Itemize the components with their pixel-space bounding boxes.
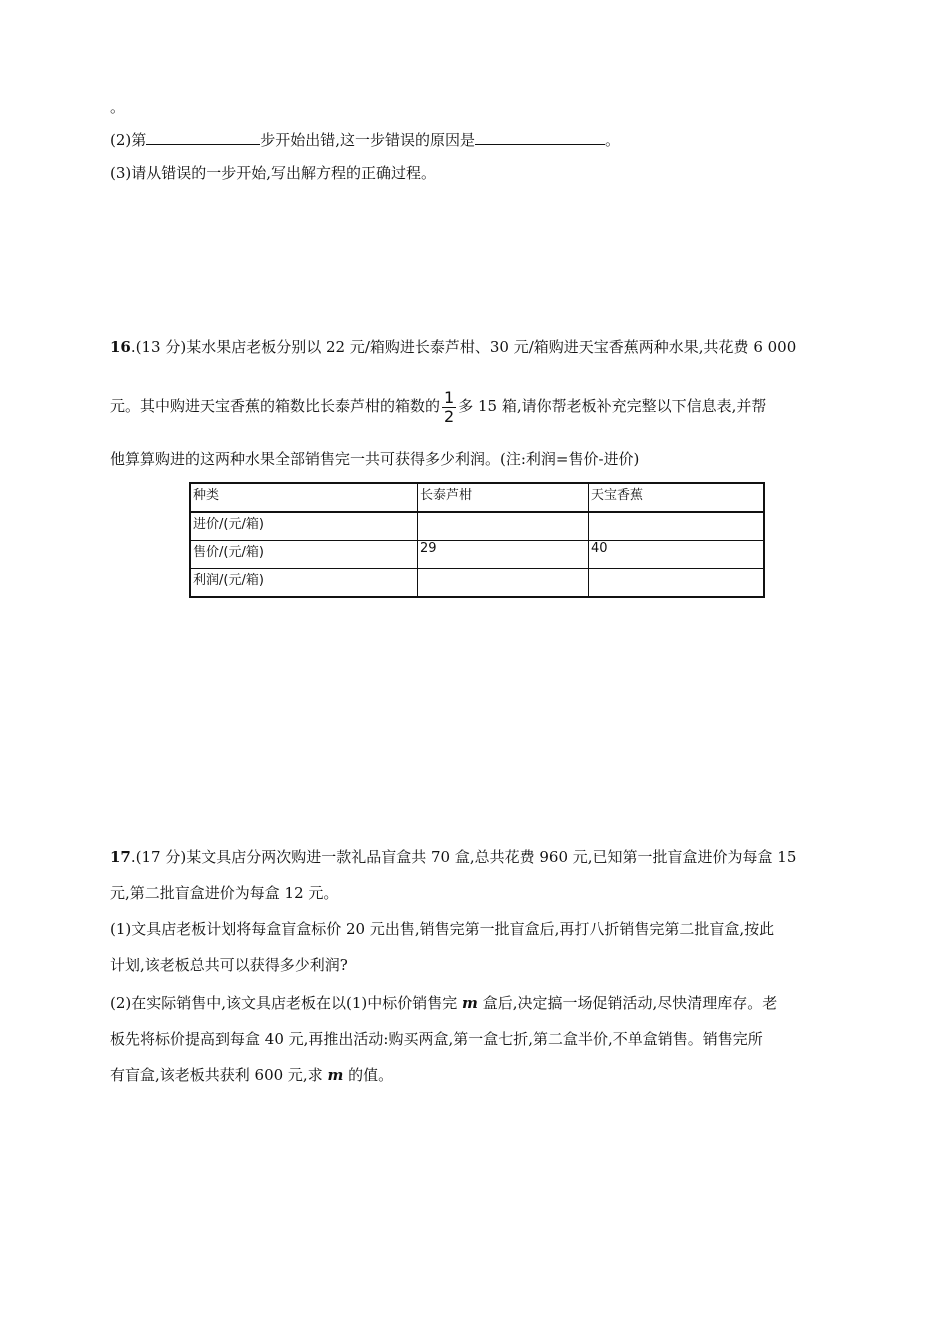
q16-line-2: [110, 386, 766, 426]
table-cell: 40: [589, 541, 765, 569]
part-2-prefix: (2)第: [110, 131, 147, 149]
part-2-mid: 步开始出错,这一步错误的原因是: [260, 131, 476, 149]
table-row: [190, 569, 764, 598]
table-cell[interactable]: [589, 512, 765, 541]
q16-line-1-text: .(13 分)某水果店老板分别以 22 元/箱购进长泰芦柑、30 元/箱购进天宝香蕉两种水果,共花费 6 000: [130, 338, 797, 356]
q16-number: 16: [110, 338, 131, 356]
variable-m: m: [462, 994, 478, 1012]
table-row: [190, 541, 764, 569]
q17-line-2: 元,第二批盲盒进价为每盒 12 元。: [110, 884, 339, 902]
q16-line-1: [110, 336, 796, 358]
table-header-cell: 种类: [190, 483, 418, 512]
table-row-label: 利润/(元/箱): [190, 569, 418, 598]
top-fragment: 。: [110, 98, 126, 116]
q17-part-2-line-2: 板先将标价提高到每盒 40 元,再推出活动:购买两盒,第一盒七折,第二盒半价,不单盒销售。销售完所: [110, 1030, 763, 1048]
table-row-label: 进价/(元/箱): [190, 512, 418, 541]
q17-number: 17: [110, 848, 131, 866]
fraction-denominator: 2: [444, 406, 455, 426]
table-cell[interactable]: [589, 569, 765, 598]
q17-part-2-line-3: [110, 1064, 393, 1086]
q17-part-1-line-2: 计划,该老板总共可以获得多少利润?: [110, 956, 348, 974]
part-2-line: [110, 128, 620, 151]
variable-m: m: [327, 1066, 344, 1084]
q17-part-2-line-3-before: 有盲盒,该老板共获利 600 元,求: [110, 1066, 323, 1084]
table-cell: 29: [418, 541, 589, 569]
table-header-row: [190, 483, 764, 512]
part-2-suffix: 。: [605, 131, 621, 149]
q16-line-2-after: 多 15 箱,请你帮老板补充完整以下信息表,并帮: [458, 397, 767, 415]
q17-part-2-line-3-after: 的值。: [348, 1066, 394, 1084]
table-row-label: 售价/(元/箱): [190, 541, 418, 569]
answer-blank-reason[interactable]: [475, 128, 605, 145]
answer-blank-step[interactable]: [146, 128, 260, 145]
table-header-cell: 长泰芦柑: [418, 483, 589, 512]
info-table: [189, 482, 765, 598]
q17-part-2-after: 盒后,决定搞一场促销活动,尽快清理库存。老: [482, 994, 778, 1012]
q17-part-1-line-1: (1)文具店老板计划将每盒盲盒标价 20 元出售,销售完第一批盲盒后,再打八折销售完第二批盲盒,按此: [110, 920, 775, 938]
table-row: [190, 512, 764, 541]
q17-part-2-before: (2)在实际销售中,该文具店老板在以(1)中标价销售完: [110, 994, 458, 1012]
q17-part-2-line-1: [110, 992, 777, 1014]
fraction-numerator: 1: [444, 387, 455, 407]
table-header-cell: 天宝香蕉: [589, 483, 765, 512]
q16-line-2-before: 元。其中购进天宝香蕉的箱数比长泰芦柑的箱数的: [110, 397, 441, 415]
q17-line-1-text: .(17 分)某文具店分两次购进一款礼品盲盒共 70 盒,总共花费 960 元,已知第一批盲盒进价为每盒 15: [130, 848, 797, 866]
table-cell[interactable]: [418, 512, 589, 541]
q16-line-3: 他算算购进的这两种水果全部销售完一共可获得多少利润。(注:利润=售价-进价): [110, 450, 640, 468]
q17-line-1: [110, 846, 796, 868]
part-3-line: (3)请从错误的一步开始,写出解方程的正确过程。: [110, 164, 437, 182]
fraction-one-half: [442, 389, 456, 426]
table-cell[interactable]: [418, 569, 589, 598]
